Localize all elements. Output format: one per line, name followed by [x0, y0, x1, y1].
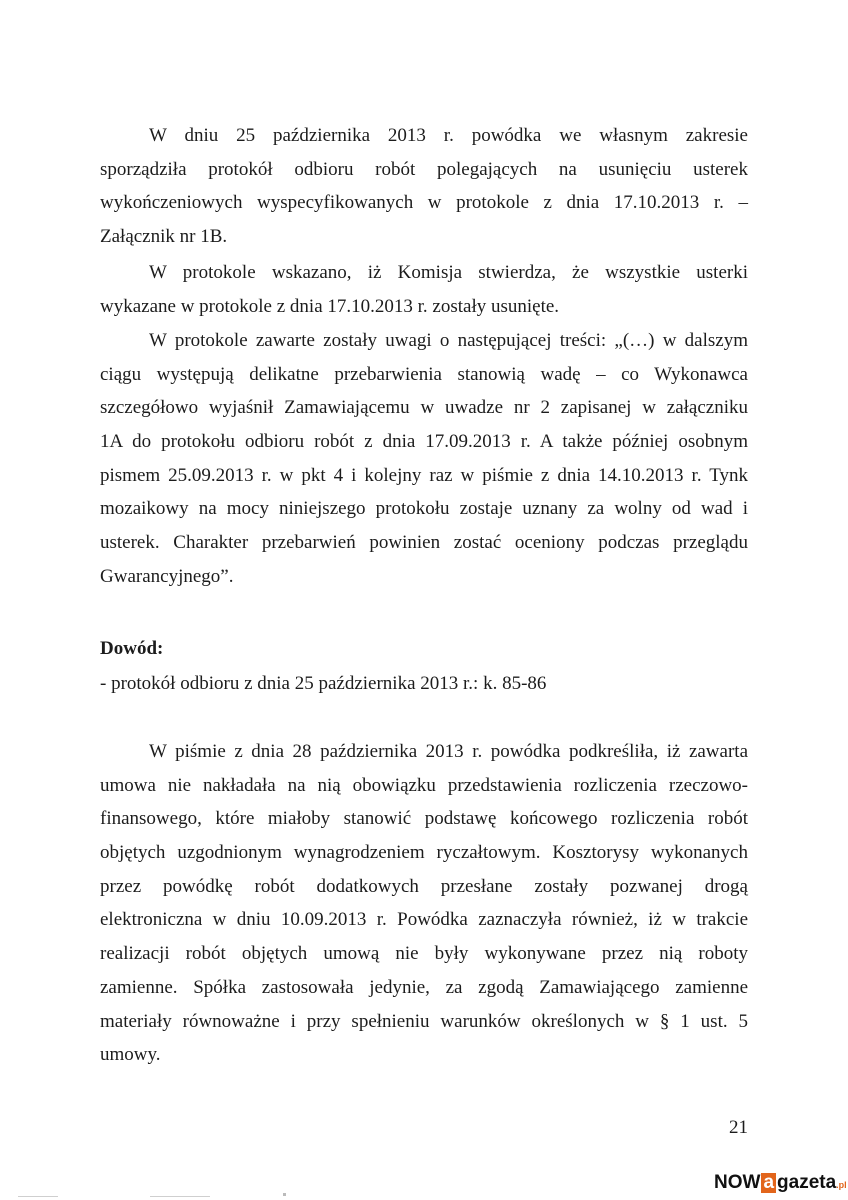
watermark-part-pl: .pl: [836, 1180, 847, 1190]
watermark-part-gazeta: gazeta: [777, 1172, 837, 1193]
paragraph-line: finansowego, które miałoby stanowić podstawę końcowego rozliczenia robót: [100, 808, 748, 830]
paragraph-line: zamienne. Spółka zastosowała jedynie, za zgodą Zamawiającego zamienne: [100, 976, 748, 998]
paragraph-line: materiały równoważne i przy spełnieniu warunków określonych w § 1 ust. 5: [100, 1010, 748, 1032]
paragraph-line: mozaikowy na mocy niniejszego protokołu zostaje uznany za wolny od wad i: [100, 498, 748, 520]
site-watermark-logo: [714, 1172, 847, 1196]
paragraph-line: pismem 25.09.2013 r. w pkt 4 i kolejny raz w piśmie z dnia 14.10.2013 r. Tynk: [100, 464, 748, 486]
paragraph-line: usterek. Charakter przebarwień powinien zostać oceniony podczas przeglądu: [100, 532, 748, 554]
page-number: 21: [729, 1117, 748, 1138]
paragraph-line: umowa nie nakładała na nią obowiązku przedstawienia rozliczenia rzeczowo-: [100, 774, 748, 796]
paragraph-line: W protokole zawarte zostały uwagi o następującej treści: „(…) w dalszym: [149, 330, 748, 351]
paragraph-line: realizacji robót objętych umową nie były wykonywane przez nią roboty: [100, 943, 748, 965]
paragraph-line: objętych uzgodnionym wynagrodzeniem ryczałtowym. Kosztorysy wykonanych: [100, 842, 748, 864]
evidence-heading: Dowód:: [100, 638, 164, 659]
paragraph-line: wykończeniowych wyspecyfikowanych w protokole z dnia 17.10.2013 r. –: [100, 192, 748, 214]
scan-artifact: [150, 1196, 210, 1197]
paragraph-4: [100, 735, 748, 1072]
paragraph-3: [100, 324, 748, 594]
paragraph-line: W dniu 25 października 2013 r. powódka we własnym zakresie: [149, 125, 748, 146]
watermark-part-now: NOW: [714, 1172, 761, 1193]
paragraph-line: ciągu występują delikatne przebarwienia stanowią wadę – co Wykonawca: [100, 363, 748, 385]
paragraph-line: umowy.: [100, 1044, 161, 1066]
scan-artifact: [283, 1193, 286, 1196]
paragraph-line: sporządziła protokół odbioru robót polegających na usunięciu usterek: [100, 158, 748, 180]
paragraph-line: Gwarancyjnego”.: [100, 565, 234, 587]
paragraph-line: elektroniczna w dniu 10.09.2013 r. Powódka zaznaczyła również, iż w trakcie: [100, 909, 748, 931]
paragraph-line: W protokole wskazano, iż Komisja stwierdza, że wszystkie usterki: [149, 262, 748, 283]
scan-artifact: [18, 1196, 58, 1197]
paragraph-line: przez powódkę robót dodatkowych przesłane zostały pozwanej drogą: [100, 875, 748, 897]
paragraph-line: 1A do protokołu odbioru robót z dnia 17.09.2013 r. A także później osobnym: [100, 431, 748, 453]
paragraph-line: Załącznik nr 1B.: [100, 226, 228, 248]
paragraph-line: szczegółowo wyjaśnił Zamawiającemu w uwadze nr 2 zapisanej w załączniku: [100, 397, 748, 419]
paragraph-1: [100, 119, 748, 254]
paragraph-2: [100, 256, 748, 323]
watermark-part-a: a: [763, 1172, 775, 1193]
paragraph-line: W piśmie z dnia 28 października 2013 r. powódka podkreśliła, iż zawarta: [149, 741, 748, 762]
evidence-item: - protokół odbioru z dnia 25 października 2013 r.: k. 85-86: [100, 673, 547, 694]
paragraph-line: wykazane w protokole z dnia 17.10.2013 r. zostały usunięte.: [100, 295, 560, 317]
